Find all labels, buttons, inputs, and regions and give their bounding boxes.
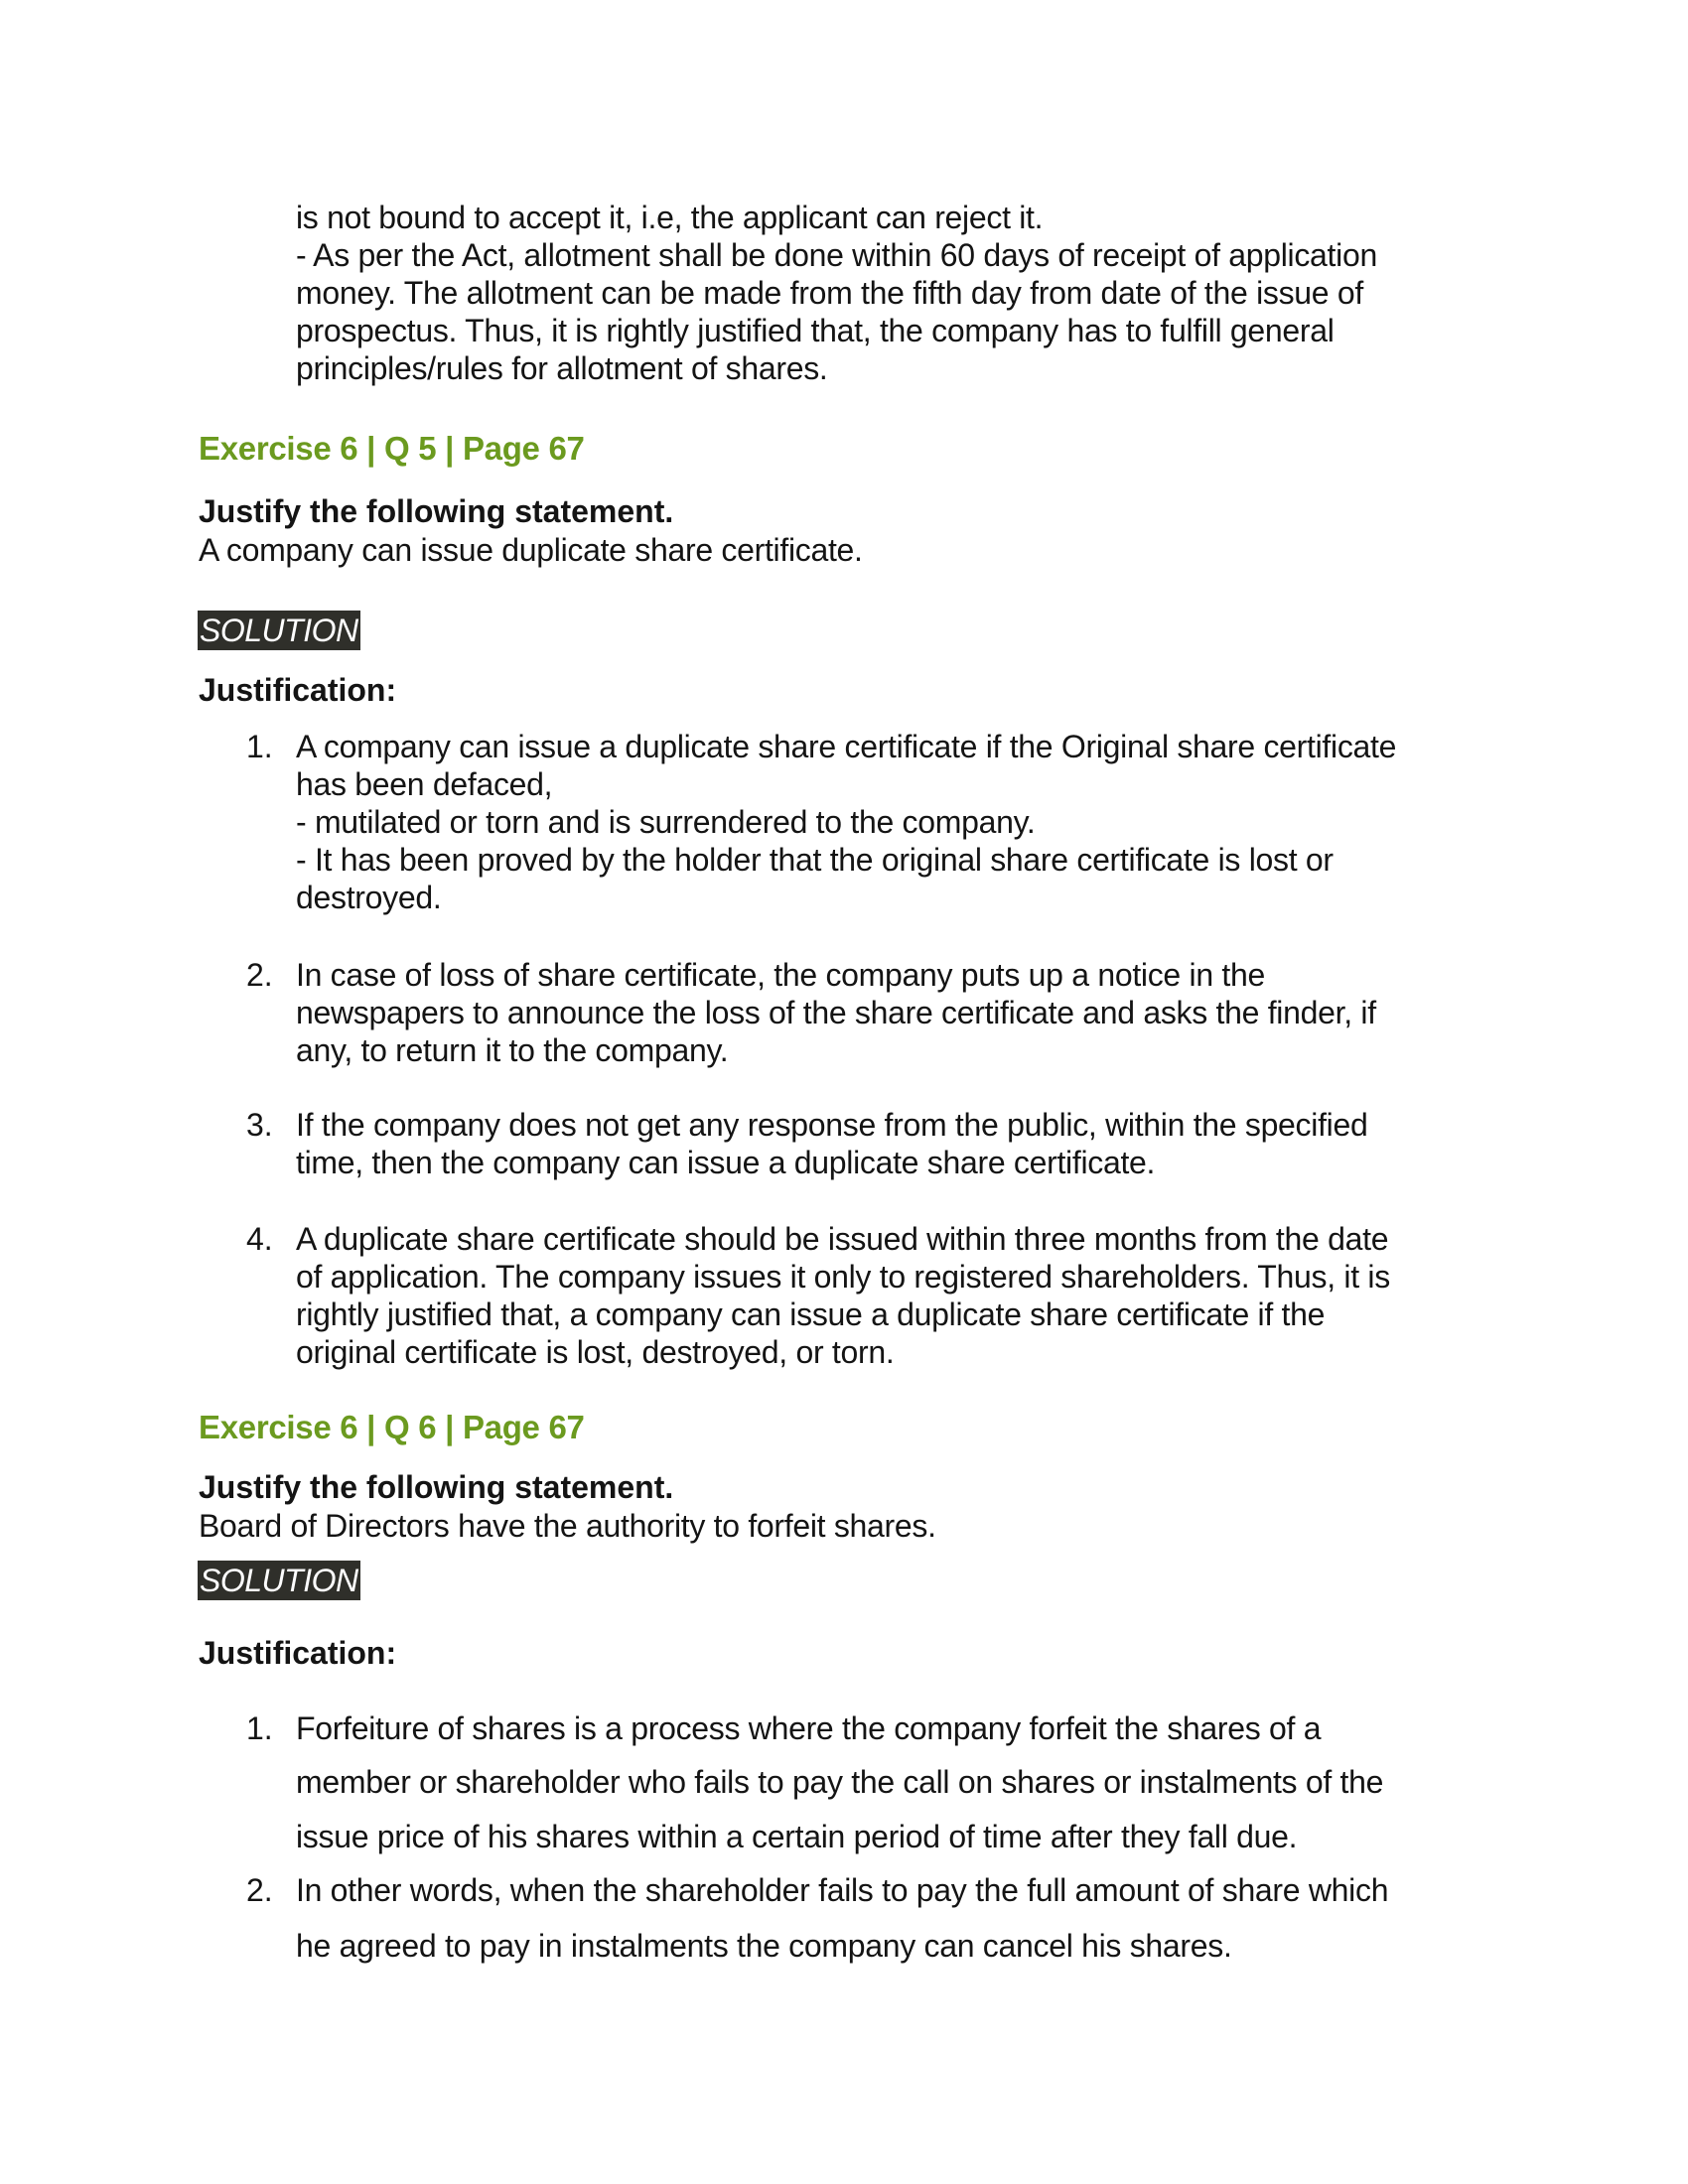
- q6-justification-label: Justification:: [199, 1635, 397, 1671]
- list-item-number: 1.: [246, 729, 273, 764]
- list-item-line: of application. The company issues it only to registered shareholders. Thus, it is: [296, 1259, 1390, 1295]
- list-item-number: 2.: [246, 957, 273, 993]
- list-item-line: any, to return it to the company.: [296, 1032, 729, 1068]
- q5-heading: Exercise 6 | Q 5 | Page 67: [199, 430, 585, 467]
- list-item-line: newspapers to announce the loss of the share certificate and asks the finder, if: [296, 995, 1376, 1030]
- list-item-line: If the company does not get any response from the public, within the specified: [296, 1107, 1368, 1143]
- list-item-line: rightly justified that, a company can issue a duplicate share certificate if the: [296, 1297, 1326, 1332]
- list-item-line: A company can issue a duplicate share certificate if the Original share certificate: [296, 729, 1397, 764]
- list-item-line: - It has been proved by the holder that the original share certificate is lost or: [296, 842, 1334, 878]
- list-item-line: A duplicate share certificate should be issued within three months from the date: [296, 1221, 1389, 1257]
- intro-paragraph: [296, 199, 1487, 387]
- list-item-line: has been defaced,: [296, 766, 553, 802]
- list-item-line: he agreed to pay in instalments the company can cancel his shares.: [296, 1928, 1232, 1964]
- intro-line: is not bound to accept it, i.e, the applicant can reject it.: [296, 200, 1044, 235]
- q5-title: Justify the following statement.: [199, 493, 674, 529]
- list-item-line: original certificate is lost, destroyed, or torn.: [296, 1334, 895, 1370]
- list-item-line: issue price of his shares within a certain period of time after they fall due.: [296, 1819, 1298, 1854]
- q5-solution-label: SOLUTION: [200, 613, 358, 648]
- list-item-number: 2.: [246, 1872, 273, 1908]
- list-item-number: 3.: [246, 1107, 273, 1143]
- intro-line: principles/rules for allotment of shares.: [296, 350, 828, 386]
- q6-heading: Exercise 6 | Q 6 | Page 67: [199, 1409, 585, 1445]
- q5-statement: A company can issue duplicate share certificate.: [199, 532, 863, 568]
- list-item-line: - mutilated or torn and is surrendered to the company.: [296, 804, 1036, 840]
- q6-statement: Board of Directors have the authority to forfeit shares.: [199, 1508, 936, 1544]
- list-item-number: 4.: [246, 1221, 273, 1257]
- intro-line: money. The allotment can be made from the fifth day from date of the issue of: [296, 275, 1363, 311]
- list-item-line: time, then the company can issue a duplicate share certificate.: [296, 1145, 1156, 1180]
- q6-solution-label: SOLUTION: [200, 1563, 358, 1598]
- list-item-line: member or shareholder who fails to pay the call on shares or instalments of the: [296, 1764, 1384, 1800]
- list-item-line: destroyed.: [296, 880, 442, 915]
- q5-justification-label: Justification:: [199, 672, 397, 708]
- q6-title: Justify the following statement.: [199, 1469, 674, 1505]
- list-item-number: 1.: [246, 1710, 273, 1746]
- list-item-line: In case of loss of share certificate, the company puts up a notice in the: [296, 957, 1265, 993]
- intro-line: prospectus. Thus, it is rightly justified that, the company has to fulfill general: [296, 313, 1335, 348]
- intro-line: - As per the Act, allotment shall be done within 60 days of receipt of application: [296, 237, 1377, 273]
- list-item-line: Forfeiture of shares is a process where the company forfeit the shares of a: [296, 1710, 1322, 1746]
- list-item-line: In other words, when the shareholder fails to pay the full amount of share which: [296, 1872, 1389, 1908]
